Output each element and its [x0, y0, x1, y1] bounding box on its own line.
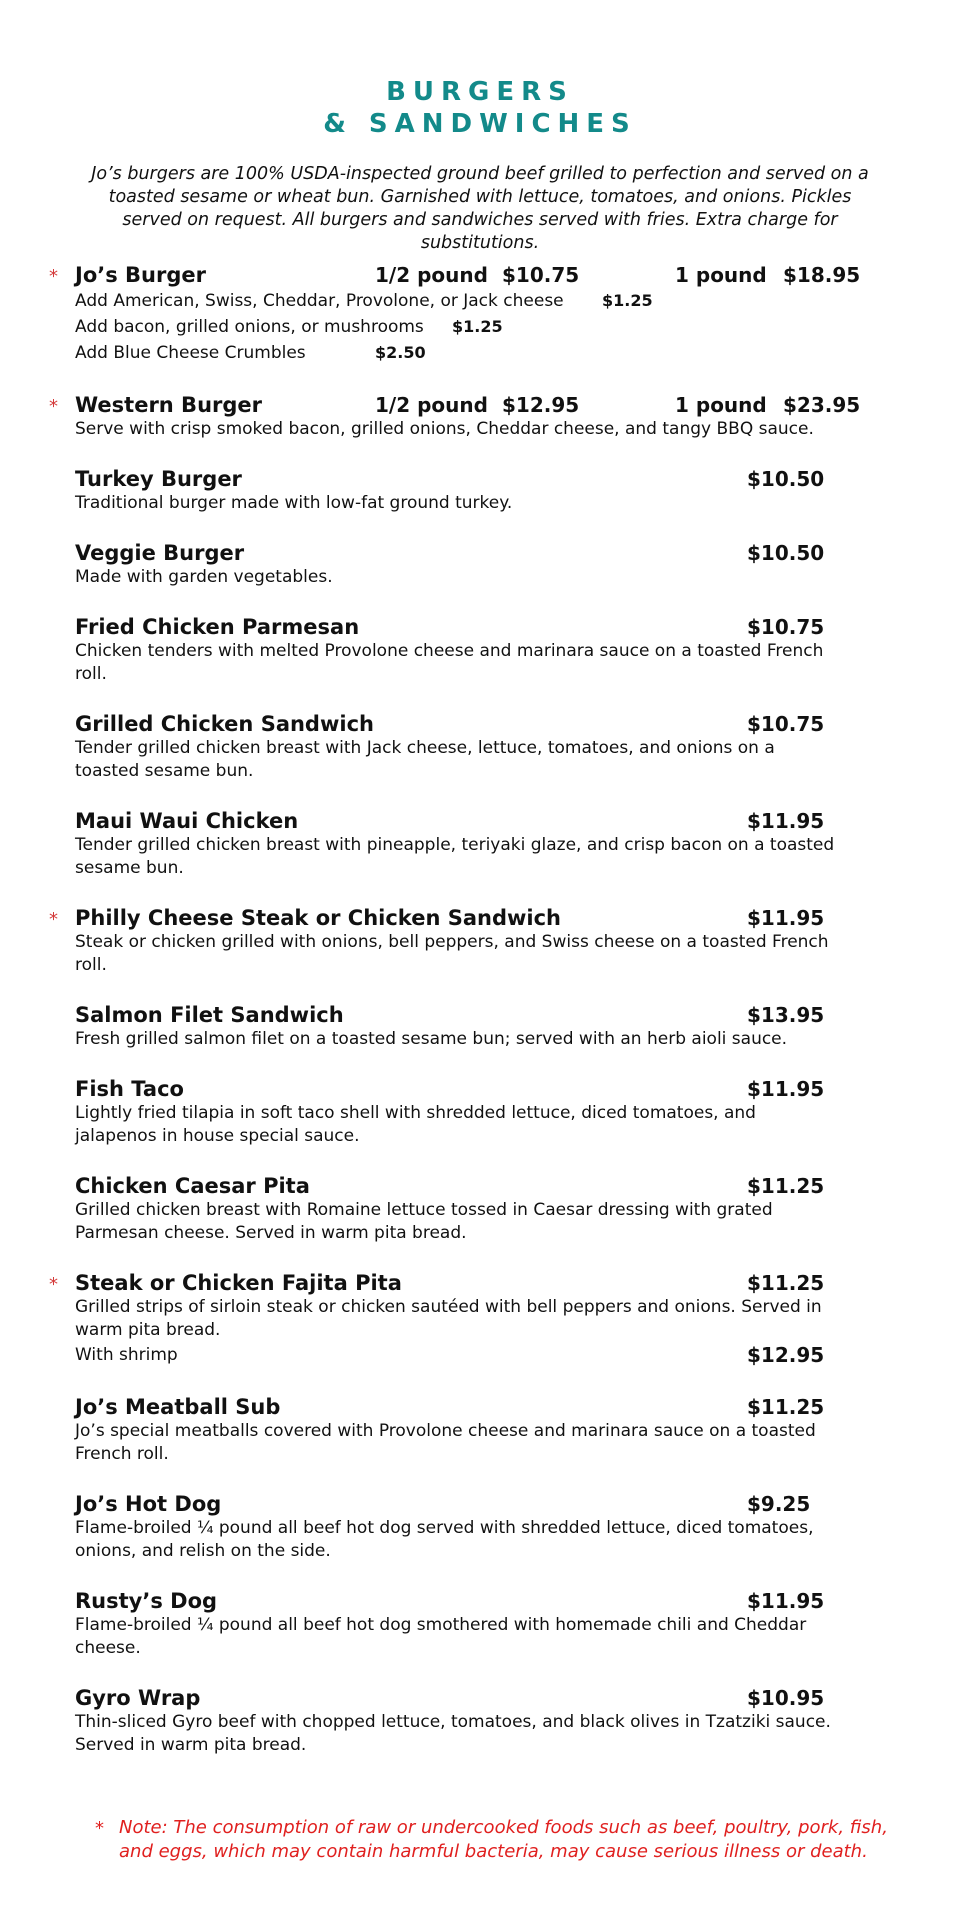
- item-price: $11.95: [747, 906, 825, 930]
- menu-item-salmon-filet-sandwich: [75, 1002, 855, 1051]
- item-description: Steak or chicken grilled with onions, bell peppers, and Swiss cheese on a toasted French roll.: [75, 932, 829, 975]
- item-description: Flame-broiled ¼ pound all beef hot dog smothered with homemade chili and Cheddar cheese.: [75, 1615, 807, 1658]
- item-price: $9.25: [747, 1492, 811, 1516]
- item-description: Fresh grilled salmon filet on a toasted sesame bun; served with an herb aioli sauce.: [75, 1029, 788, 1049]
- item-name: Rusty’s Dog: [75, 1589, 218, 1613]
- item-description: Made with garden vegetables.: [75, 567, 333, 587]
- item-description: Tender grilled chicken breast with Jack cheese, lettuce, tomatoes, and onions on a toasted sesame bun.: [75, 738, 775, 781]
- item-price: $10.50: [747, 541, 825, 565]
- item-price: $10.75: [747, 712, 825, 736]
- menu-item-veggie-burger: [75, 540, 855, 589]
- addon-row: [75, 288, 855, 314]
- item-name: Jo’s Hot Dog: [75, 1492, 222, 1516]
- one-pound-price: $18.95: [783, 263, 861, 287]
- menu-item-chicken-caesar-pita: [75, 1173, 855, 1245]
- addon-text: With shrimp: [75, 1345, 178, 1365]
- asterisk-icon: *: [49, 909, 58, 930]
- addon-text: Add bacon, grilled onions, or mushrooms: [75, 317, 424, 337]
- item-name: Fried Chicken Parmesan: [75, 615, 360, 639]
- addon-row: [75, 340, 855, 366]
- asterisk-icon: *: [95, 1818, 104, 1839]
- item-name: Turkey Burger: [75, 467, 242, 491]
- menu-item-fried-chicken-parmesan: [75, 614, 855, 686]
- half-pound-price: $10.75: [502, 263, 580, 287]
- item-description: Serve with crisp smoked bacon, grilled onions, Cheddar cheese, and tangy BBQ sauce.: [75, 419, 814, 439]
- item-price: $10.95: [747, 1686, 825, 1710]
- one-pound-price: $23.95: [783, 393, 861, 417]
- addon-price: $1.25: [452, 317, 503, 336]
- item-description: Tender grilled chicken breast with pineapple, teriyaki glaze, and crisp bacon on a toasted sesame bun.: [75, 835, 835, 878]
- addon-text: Add American, Swiss, Cheddar, Provolone, or Jack cheese: [75, 291, 564, 311]
- item-name: Fish Taco: [75, 1077, 184, 1101]
- item-description: Chicken tenders with melted Provolone cheese and marinara sauce on a toasted French roll.: [75, 641, 824, 684]
- item-name: Veggie Burger: [75, 541, 245, 565]
- item-name: Gyro Wrap: [75, 1686, 201, 1710]
- menu-item-turkey-burger: [75, 466, 855, 515]
- item-price: $11.25: [747, 1174, 825, 1198]
- menu-item-jos-hot-dog: [75, 1491, 855, 1563]
- item-name: Western Burger: [75, 393, 263, 417]
- section-intro: Jo’s burgers are 100% USDA-inspected ground beef grilled to perfection and served on a toasted sesame or wheat bun. Garnished with lettuce, tomatoes, and onions. Pickles served on request. All burgers and sandwiches served with fries. Extra charge for substitutions.: [91, 164, 869, 253]
- one-pound-label: 1 pound: [675, 393, 767, 417]
- half-pound-label: 1/2 pound: [375, 393, 488, 417]
- health-warning-text: Note: The consumption of raw or undercooked foods such as beef, poultry, pork, fish, and eggs, which may contain harmful bacteria, may cause serious illness or death.: [119, 1817, 888, 1862]
- item-price: $11.25: [747, 1395, 825, 1419]
- menu-item-fajita-pita: [49, 1270, 855, 1368]
- item-price: $13.95: [747, 1003, 825, 1027]
- item-price: $10.50: [747, 467, 825, 491]
- menu-item-maui-waui-chicken: [75, 808, 855, 880]
- item-description: Grilled chicken breast with Romaine lettuce tossed in Caesar dressing with grated Parmesan cheese. Served in warm pita bread.: [75, 1200, 773, 1243]
- item-price: $11.95: [747, 1077, 825, 1101]
- section-title-burgers: BURGERS: [386, 77, 574, 107]
- item-name: Jo’s Burger: [75, 263, 206, 287]
- menu-item-fish-taco: [75, 1076, 855, 1148]
- half-pound-price: $12.95: [502, 393, 580, 417]
- menu-item-jos-burger: [49, 262, 861, 366]
- addon-text: Add Blue Cheese Crumbles: [75, 343, 306, 363]
- half-pound-label: 1/2 pound: [375, 263, 488, 287]
- addon-row: [75, 1342, 855, 1368]
- asterisk-icon: *: [49, 266, 58, 287]
- item-price: $11.25: [747, 1271, 825, 1295]
- item-name: Jo’s Meatball Sub: [75, 1395, 281, 1419]
- item-price: $10.75: [747, 615, 825, 639]
- asterisk-icon: *: [49, 1274, 58, 1295]
- addon-price: $12.95: [747, 1343, 825, 1367]
- menu-item-western-burger: [49, 392, 861, 441]
- menu-item-gyro-wrap: [75, 1685, 855, 1757]
- asterisk-icon: *: [49, 396, 58, 417]
- menu-item-philly-cheese-steak: [49, 905, 855, 977]
- item-description: Flame-broiled ¼ pound all beef hot dog served with shredded lettuce, diced tomatoes, onions, and relish on the side.: [75, 1518, 814, 1561]
- addon-price: $2.50: [375, 343, 426, 362]
- menu-item-rustys-dog: [75, 1588, 855, 1660]
- one-pound-label: 1 pound: [675, 263, 767, 287]
- item-name: Chicken Caesar Pita: [75, 1174, 310, 1198]
- section-title-sandwiches: & SANDWICHES: [323, 109, 637, 139]
- item-description: Grilled strips of sirloin steak or chicken sautéed with bell peppers and onions. Served in warm pita bread.: [75, 1297, 822, 1340]
- item-name: Steak or Chicken Fajita Pita: [75, 1271, 402, 1295]
- menu-item-grilled-chicken-sandwich: [75, 711, 855, 783]
- addon-price: $1.25: [602, 291, 653, 310]
- addon-row: [75, 314, 855, 340]
- item-price: $11.95: [747, 1589, 825, 1613]
- menu-item-meatball-sub: [75, 1394, 855, 1466]
- item-description: Thin-sliced Gyro beef with chopped lettuce, tomatoes, and black olives in Tzatziki sauce. Served in warm pita bread.: [75, 1712, 831, 1755]
- health-warning-note: [95, 1816, 895, 1864]
- item-name: Maui Waui Chicken: [75, 809, 299, 833]
- item-price: $11.95: [747, 809, 825, 833]
- item-name: Grilled Chicken Sandwich: [75, 712, 374, 736]
- item-name: Salmon Filet Sandwich: [75, 1003, 344, 1027]
- item-description: Traditional burger made with low-fat ground turkey.: [75, 493, 513, 513]
- item-description: Jo’s special meatballs covered with Provolone cheese and marinara sauce on a toasted French roll.: [75, 1421, 816, 1464]
- item-description: Lightly fried tilapia in soft taco shell with shredded lettuce, diced tomatoes, and jalapenos in house special sauce.: [75, 1103, 756, 1146]
- item-name: Philly Cheese Steak or Chicken Sandwich: [75, 906, 561, 930]
